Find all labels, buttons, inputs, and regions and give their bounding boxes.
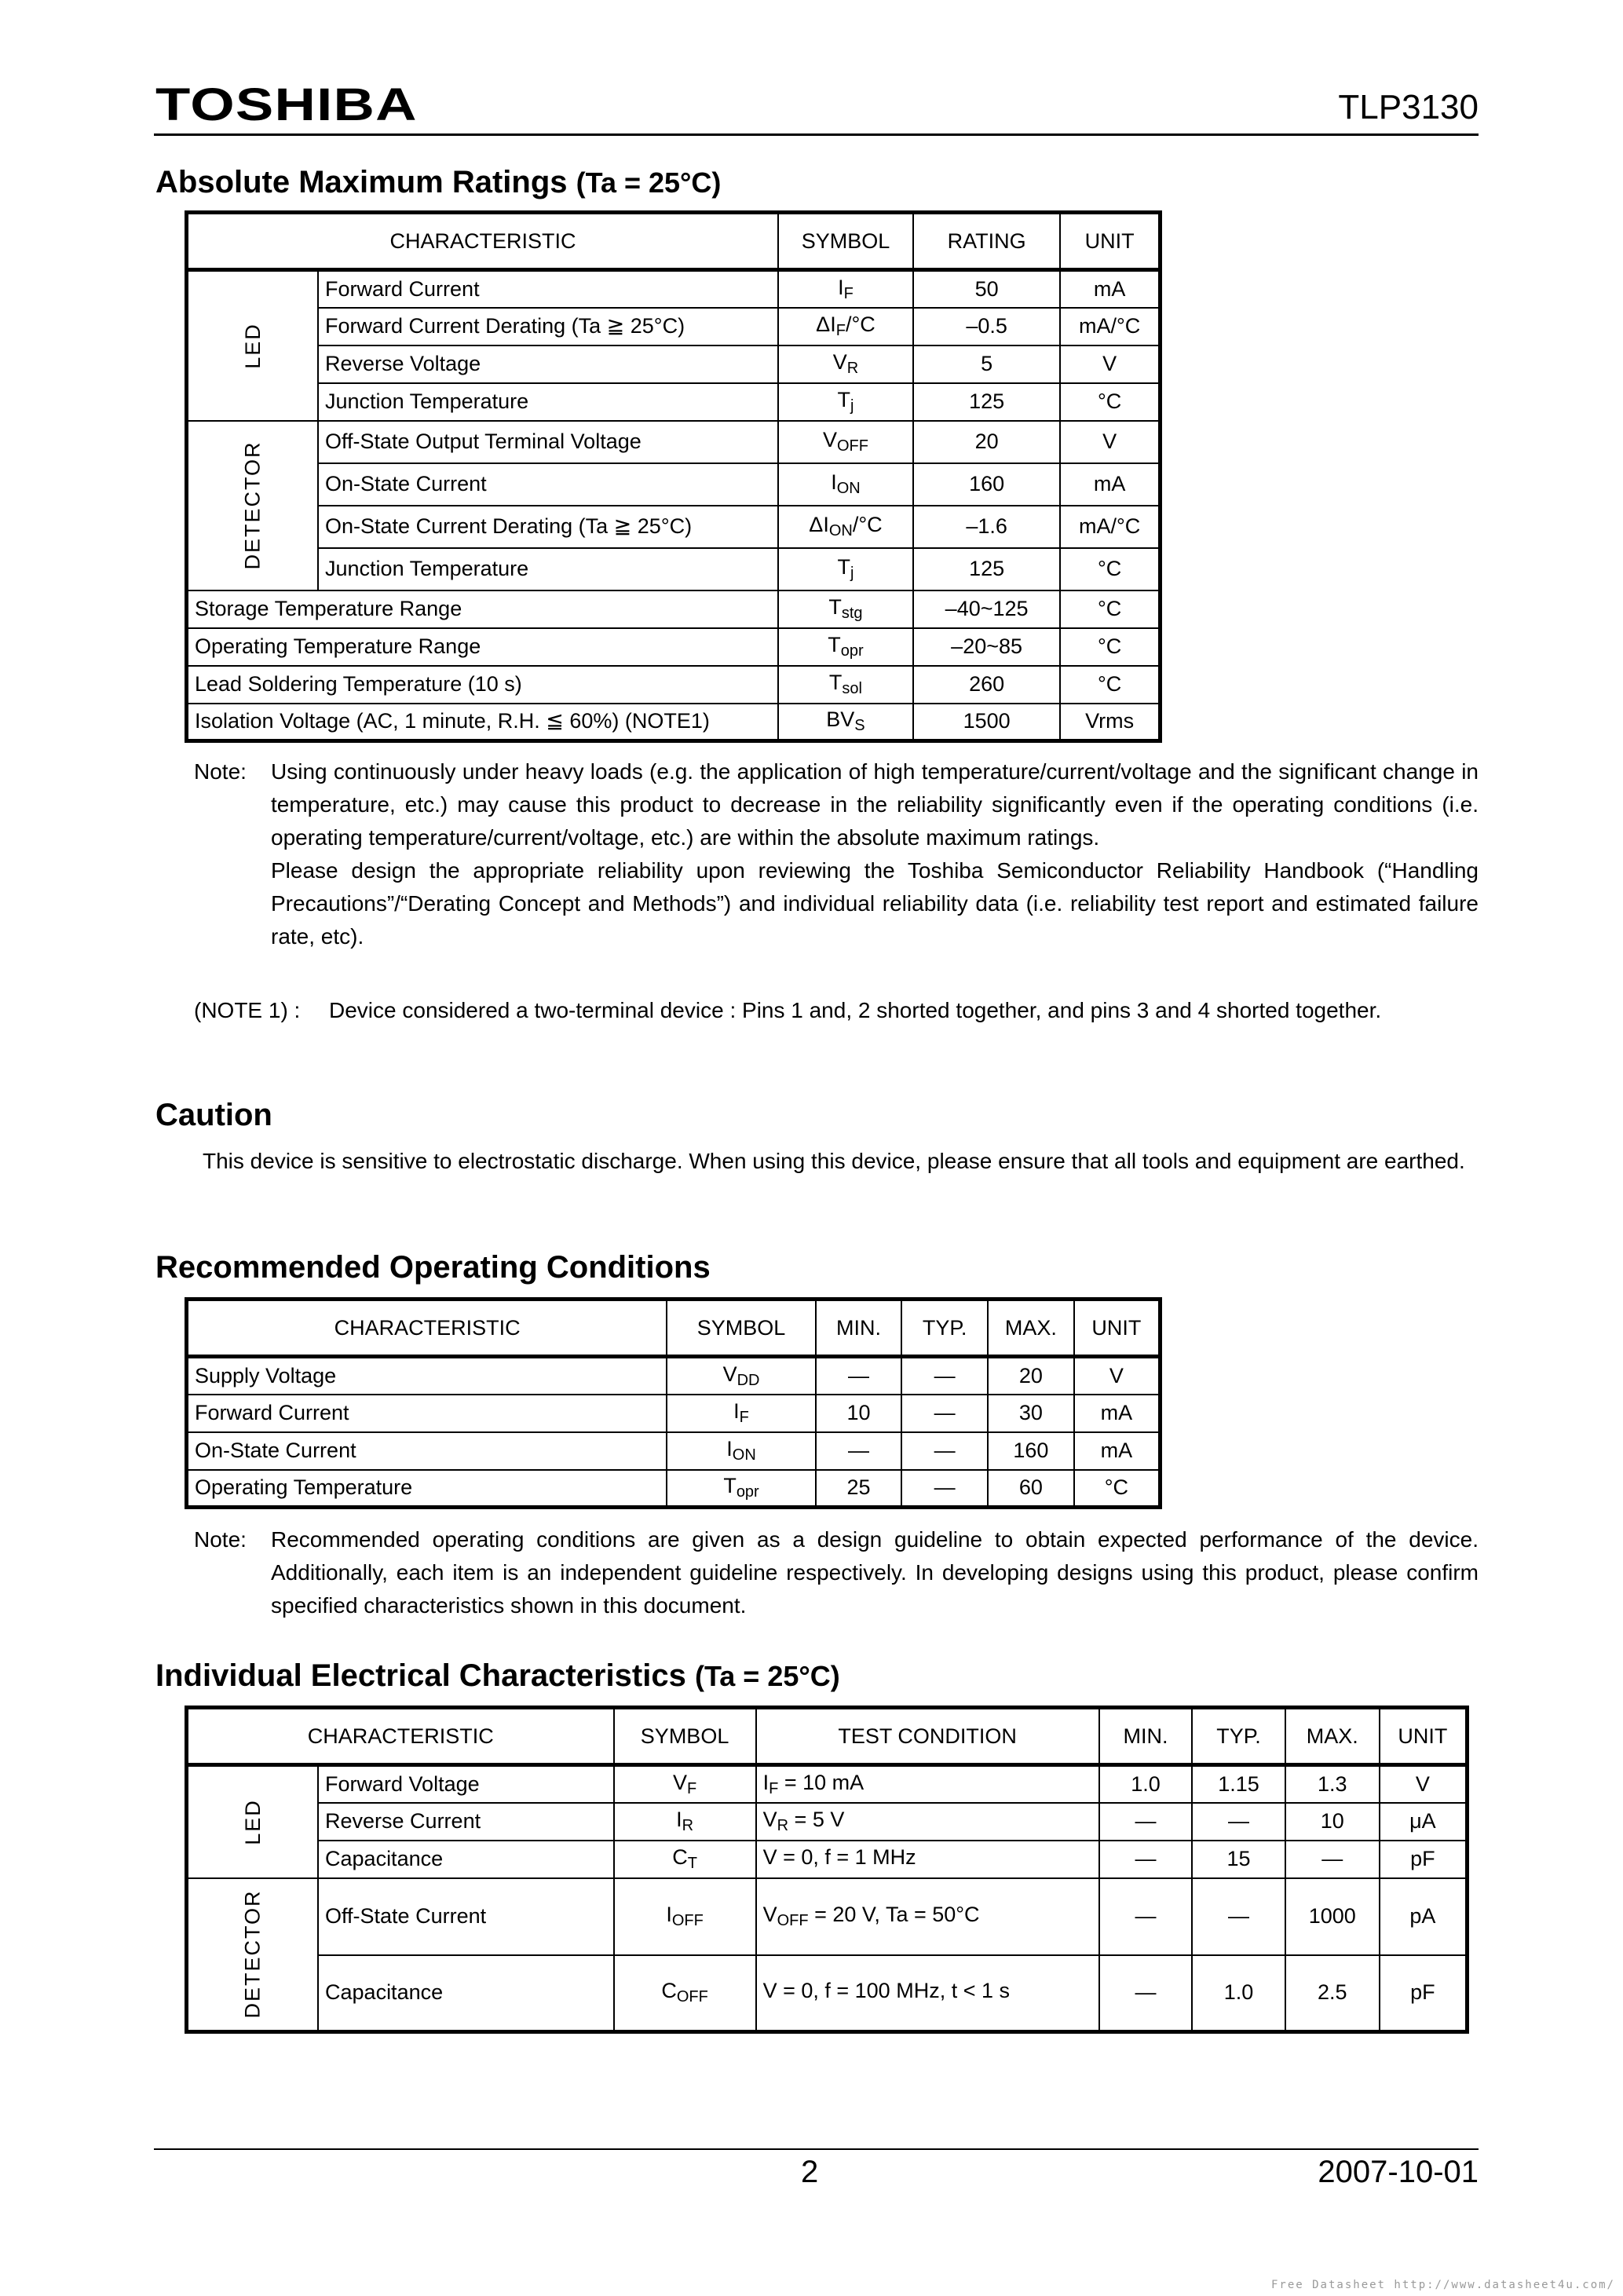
roc-rows: [187, 1357, 1161, 1508]
min-cell: 1.0: [1099, 1765, 1193, 1803]
characteristic-cell: Forward Current: [318, 270, 778, 308]
footer-rule: [154, 2148, 1479, 2150]
symbol-cell: $V_F$: [614, 1765, 756, 1803]
max-cell: 1000: [1285, 1878, 1380, 1955]
characteristic-cell: Operating Temperature: [187, 1470, 667, 1508]
typ-cell: 1.0: [1192, 1955, 1285, 2032]
rating-cell: –20~85: [913, 628, 1060, 666]
table-row: [187, 1432, 1161, 1470]
rating-cell: 125: [913, 383, 1060, 421]
table-row: [187, 308, 1161, 345]
max-cell: 30: [988, 1395, 1074, 1432]
typ-cell: —: [901, 1432, 988, 1470]
typ-cell: —: [901, 1357, 988, 1395]
test-condition-cell: $V_{OFF} = 20$ V, Ta = 50°C: [756, 1878, 1099, 1955]
symbol-cell: $I_{OFF}$: [614, 1878, 756, 1955]
min-cell: —: [1099, 1955, 1193, 2032]
typ-cell: —: [901, 1395, 988, 1432]
symbol-cell: $T_{sol}$: [778, 666, 913, 704]
symbol-cell: $BV_S$: [778, 704, 913, 741]
symbol-cell: $\Delta I_F/^\circ C$: [778, 308, 913, 345]
min-cell: —: [816, 1357, 902, 1395]
characteristic-cell: Lead Soldering Temperature (10 s): [187, 666, 778, 704]
symbol-cell: $C_{OFF}$: [614, 1955, 756, 2032]
characteristic-cell: Capacitance: [318, 1955, 614, 2032]
characteristic-cell: Reverse Current: [318, 1803, 614, 1841]
rating-cell: 125: [913, 548, 1060, 590]
min-cell: 10: [816, 1395, 902, 1432]
amr-heading: Absolute Maximum Ratings (Ta = 25°C): [155, 165, 722, 199]
symbol-cell: $T_j$: [778, 548, 913, 590]
table-row: [187, 1803, 1468, 1841]
min-cell: 25: [816, 1470, 902, 1508]
symbol-cell: $I_F$: [778, 270, 913, 308]
roc-heading: Recommended Operating Conditions: [155, 1250, 711, 1285]
unit-cell: mA: [1074, 1395, 1161, 1432]
group-label: DETECTOR: [187, 1878, 319, 2032]
unit-cell: V: [1060, 421, 1160, 463]
amr-detector-group: [187, 421, 1161, 590]
iec-led-group: [187, 1765, 1468, 1878]
symbol-cell: $\Delta I_{ON}/^\circ C$: [778, 506, 913, 548]
table-row: [187, 1841, 1468, 1878]
unit-cell: °C: [1074, 1470, 1161, 1508]
part-number: TLP3130: [1338, 88, 1479, 126]
characteristic-cell: Off-State Output Terminal Voltage: [318, 421, 778, 463]
characteristic-cell: Reverse Voltage: [318, 345, 778, 383]
iec-detector-group: [187, 1878, 1468, 2032]
rating-cell: 50: [913, 270, 1060, 308]
amr-table: [185, 210, 1162, 743]
table-row: [187, 1765, 1468, 1803]
characteristic-cell: Capacitance: [318, 1841, 614, 1878]
characteristic-cell: Operating Temperature Range: [187, 628, 778, 666]
amr-note: Note: Using continuously under heavy loads (e.g. the application of high temperature/current/voltage and the significant change in temperature, etc.) may cause this product to decrease in the reliability significantly even if the operating conditions (i.e. operating temperature/current/voltage, etc.) are within the absolute maximum ratings. Please design the appropriate reliability upon reviewing the Toshiba Semiconductor Reliability Handbook (“Handling Precautions”/“Derating Concept and Methods”) and individual reliability data (i.e. reliability test report and estimated failure rate, etc).: [194, 759, 1479, 949]
min-cell: —: [816, 1432, 902, 1470]
roc-note: Note: Recommended operating conditions are given as a design guideline to obtain expected performance of the device. Additionally, each item is an independent guideline respectively. In developing designs using this product, please confirm specified characteristics shown in this document.: [194, 1527, 1479, 1618]
characteristic-cell: On-State Current: [318, 463, 778, 506]
unit-cell: °C: [1060, 548, 1160, 590]
unit-cell: °C: [1060, 666, 1160, 704]
rating-cell: –40~125: [913, 590, 1060, 628]
unit-cell: mA: [1060, 463, 1160, 506]
iec-table: [185, 1706, 1469, 2034]
characteristic-cell: Forward Current: [187, 1395, 667, 1432]
table-row: [187, 1357, 1161, 1395]
characteristic-cell: Off-State Current: [318, 1878, 614, 1955]
table-row: [187, 421, 1161, 463]
table-row: [187, 1395, 1161, 1432]
typ-cell: —: [1192, 1878, 1285, 1955]
rating-cell: 260: [913, 666, 1060, 704]
table-row: [187, 270, 1161, 308]
group-label: LED: [187, 270, 319, 421]
characteristic-cell: Isolation Voltage (AC, 1 minute, R.H. ≦ 60%) (NOTE1): [187, 704, 778, 741]
max-cell: 10: [1285, 1803, 1380, 1841]
header-rule: [154, 133, 1479, 136]
rating-cell: –0.5: [913, 308, 1060, 345]
unit-cell: mA: [1074, 1432, 1161, 1470]
amr-other-group: [187, 590, 1161, 741]
symbol-cell: $I_R$: [614, 1803, 756, 1841]
unit-cell: mA: [1060, 270, 1160, 308]
unit-cell: pA: [1380, 1878, 1468, 1955]
table-row: [187, 590, 1161, 628]
symbol-cell: $V_{DD}$: [667, 1357, 815, 1395]
symbol-cell: $T_j$: [778, 383, 913, 421]
toshiba-logo: TOSHIBA: [155, 79, 418, 130]
roc-table: [185, 1297, 1162, 1509]
typ-cell: 15: [1192, 1841, 1285, 1878]
table-row: [187, 548, 1161, 590]
symbol-cell: $T_{opr}$: [778, 628, 913, 666]
table-row: [187, 704, 1161, 741]
max-cell: 2.5: [1285, 1955, 1380, 2032]
watermark: Free Datasheet http://www.datasheet4u.com/: [1270, 2279, 1615, 2291]
unit-cell: V: [1074, 1357, 1161, 1395]
max-cell: —: [1285, 1841, 1380, 1878]
symbol-cell: $V_R$: [778, 345, 913, 383]
typ-cell: —: [1192, 1803, 1285, 1841]
characteristic-cell: Storage Temperature Range: [187, 590, 778, 628]
unit-cell: pF: [1380, 1955, 1468, 2032]
symbol-cell: $I_F$: [667, 1395, 815, 1432]
characteristic-cell: Supply Voltage: [187, 1357, 667, 1395]
revision-date: 2007-10-01: [1318, 2155, 1479, 2189]
amr-led-group: [187, 270, 1161, 421]
characteristic-cell: Junction Temperature: [318, 383, 778, 421]
unit-cell: μA: [1380, 1803, 1468, 1841]
rating-cell: 20: [913, 421, 1060, 463]
unit-cell: °C: [1060, 628, 1160, 666]
unit-cell: °C: [1060, 590, 1160, 628]
table-row: [187, 506, 1161, 548]
symbol-cell: $I_{ON}$: [778, 463, 913, 506]
caution-heading: Caution: [155, 1098, 272, 1132]
roc-header-row: CHARACTERISTIC SYMBOL MIN. TYP. MAX. UNIT: [187, 1300, 1161, 1357]
symbol-cell: $T_{opr}$: [667, 1470, 815, 1508]
table-row: [187, 463, 1161, 506]
iec-header-row: CHARACTERISTIC SYMBOL TEST CONDITION MIN. TYP. MAX. UNIT: [187, 1708, 1468, 1765]
typ-cell: 1.15: [1192, 1765, 1285, 1803]
unit-cell: V: [1380, 1765, 1468, 1803]
unit-cell: Vrms: [1060, 704, 1160, 741]
iec-heading: Individual Electrical Characteristics (Ta = 25°C): [155, 1658, 840, 1693]
rating-cell: 160: [913, 463, 1060, 506]
test-condition-cell: V = 0, f = 1 MHz: [756, 1841, 1099, 1878]
unit-cell: pF: [1380, 1841, 1468, 1878]
table-row: [187, 383, 1161, 421]
rating-cell: 1500: [913, 704, 1060, 741]
test-condition-cell: $I_F = 10$ mA: [756, 1765, 1099, 1803]
unit-cell: mA/°C: [1060, 506, 1160, 548]
min-cell: —: [1099, 1803, 1193, 1841]
test-condition-cell: V = 0, f = 100 MHz, t < 1 s: [756, 1955, 1099, 2032]
characteristic-cell: On-State Current Derating (Ta ≧ 25°C): [318, 506, 778, 548]
max-cell: 20: [988, 1357, 1074, 1395]
max-cell: 60: [988, 1470, 1074, 1508]
table-row: [187, 1878, 1468, 1955]
min-cell: —: [1099, 1878, 1193, 1955]
group-label: DETECTOR: [187, 421, 319, 590]
min-cell: —: [1099, 1841, 1193, 1878]
max-cell: 1.3: [1285, 1765, 1380, 1803]
page-number: 2: [801, 2155, 819, 2189]
table-row: [187, 628, 1161, 666]
table-row: [187, 345, 1161, 383]
group-label: LED: [187, 1765, 319, 1878]
characteristic-cell: Junction Temperature: [318, 548, 778, 590]
rating-cell: 5: [913, 345, 1060, 383]
unit-cell: mA/°C: [1060, 308, 1160, 345]
amr-note1: (NOTE 1) : Device considered a two-terminal device : Pins 1 and, 2 shorted together, and pins 3 and 4 shorted together.: [194, 998, 1382, 1022]
symbol-cell: $T_{stg}$: [778, 590, 913, 628]
caution-text: This device is sensitive to electrostatic discharge. When using this device, please ensure that all tools and equipment are earthed.: [203, 1149, 1465, 1173]
symbol-cell: $C_T$: [614, 1841, 756, 1878]
symbol-cell: $I_{ON}$: [667, 1432, 815, 1470]
characteristic-cell: Forward Voltage: [318, 1765, 614, 1803]
typ-cell: —: [901, 1470, 988, 1508]
table-row: [187, 1470, 1161, 1508]
characteristic-cell: Forward Current Derating (Ta ≧ 25°C): [318, 308, 778, 345]
symbol-cell: $V_{OFF}$: [778, 421, 913, 463]
table-row: [187, 1955, 1468, 2032]
table-row: [187, 666, 1161, 704]
unit-cell: °C: [1060, 383, 1160, 421]
amr-header-row: CHARACTERISTIC SYMBOL RATING UNIT: [187, 213, 1161, 270]
unit-cell: V: [1060, 345, 1160, 383]
test-condition-cell: $V_R = 5$ V: [756, 1803, 1099, 1841]
characteristic-cell: On-State Current: [187, 1432, 667, 1470]
max-cell: 160: [988, 1432, 1074, 1470]
rating-cell: –1.6: [913, 506, 1060, 548]
